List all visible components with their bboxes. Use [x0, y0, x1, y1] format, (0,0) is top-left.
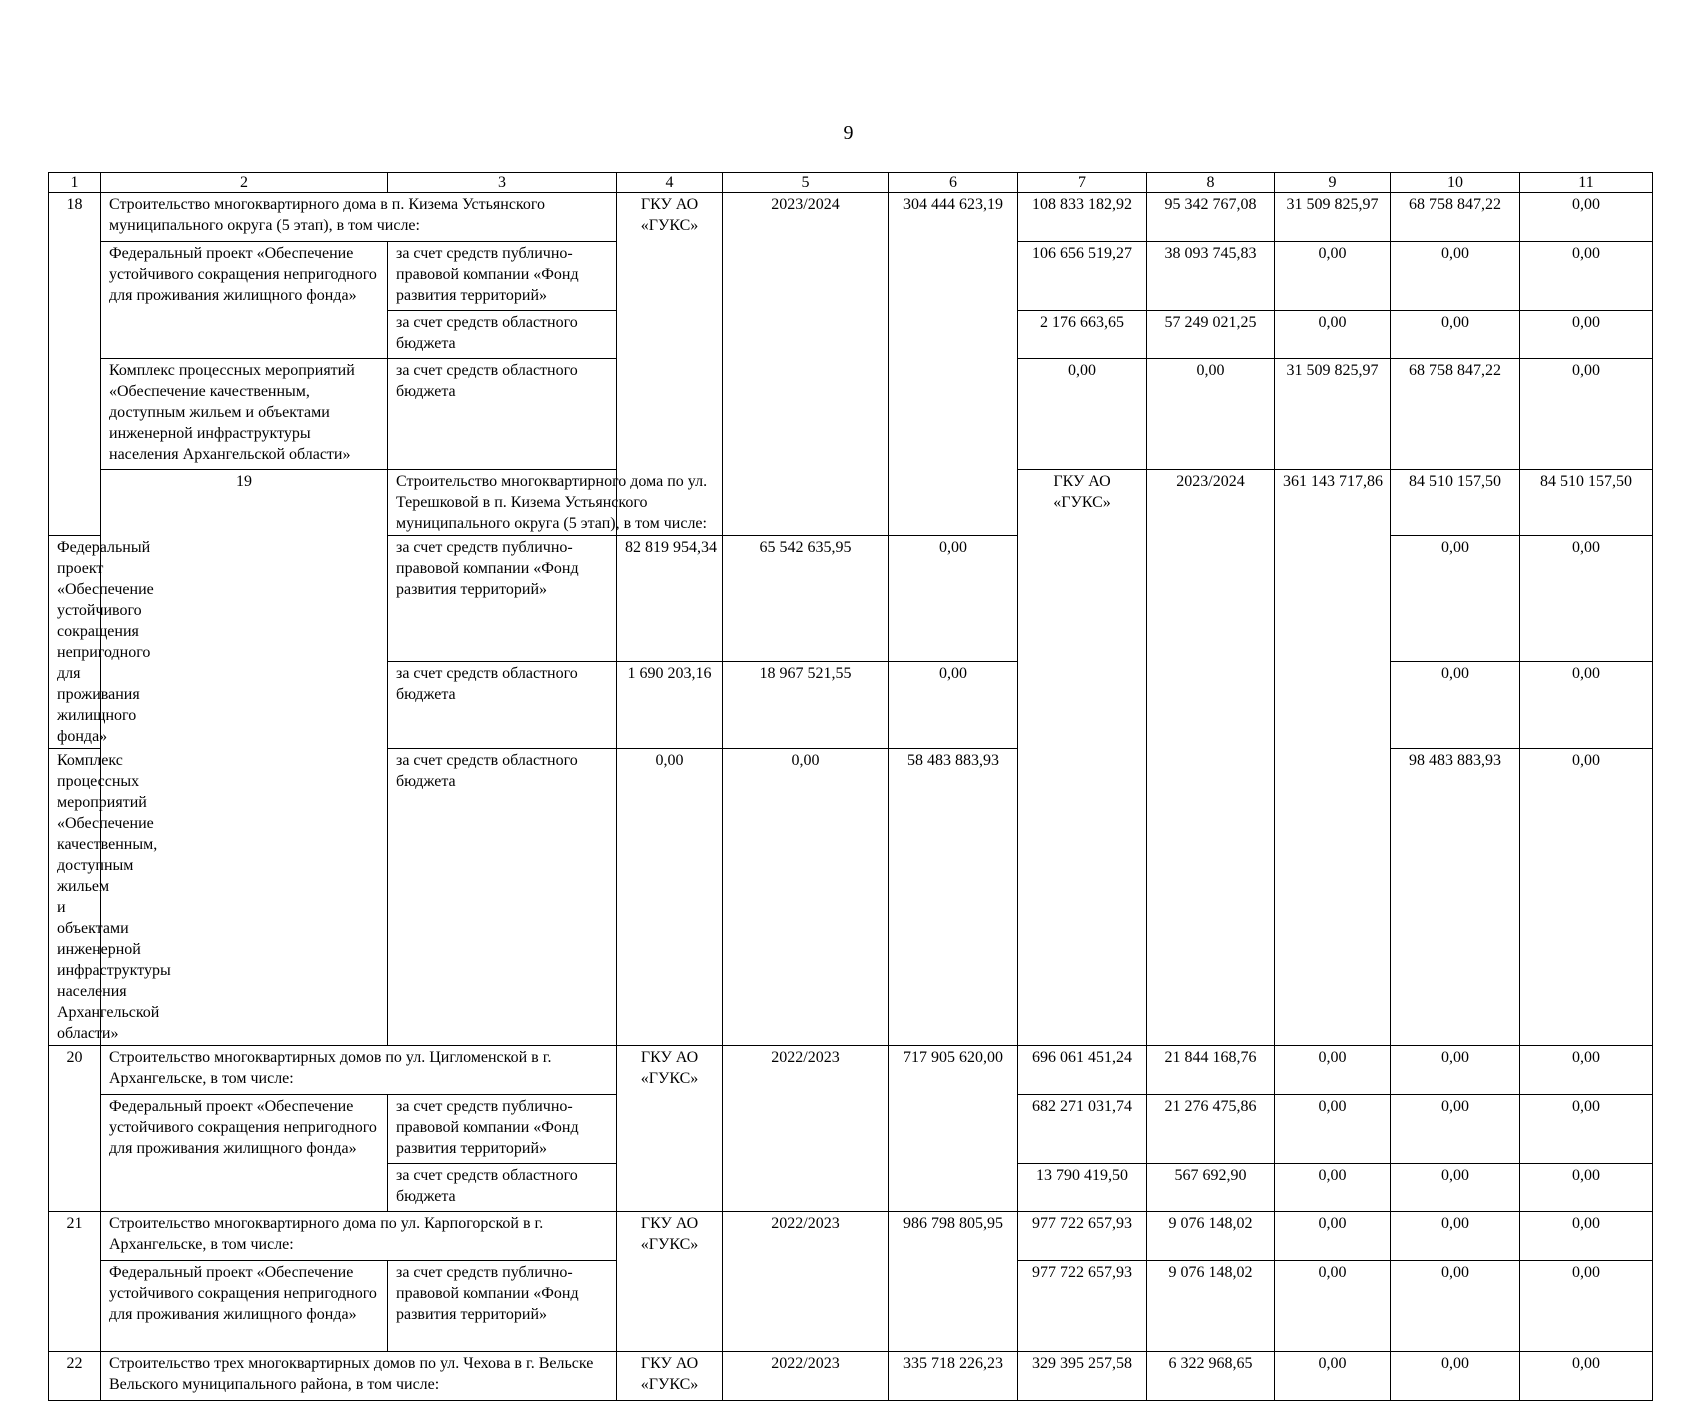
value-cell: 84 510 157,50: [1391, 470, 1520, 536]
object-title: Строительство многоквартирного дома по ул. Терешковой в п. Кизема Устьянского муниципального округа (5 этап), в том числе:: [388, 470, 723, 536]
total-cell: 304 444 623,19: [889, 193, 1018, 536]
object-title: Строительство трех многоквартирных домов по ул. Чехова в г. Вельске Вельского муниципального района, в том числе:: [101, 1352, 617, 1401]
program-cell: Федеральный проект «Обеспечение устойчивого сокращения непригодного для проживания жилищного фонда»: [101, 1095, 388, 1212]
table-row: [49, 193, 1653, 242]
value-cell: 108 833 182,92: [1018, 193, 1147, 242]
source-cell: за счет средств публично-правовой компании «Фонд развития территорий»: [388, 1261, 617, 1352]
header-cell: 11: [1520, 173, 1653, 193]
value-cell: 58 483 883,93: [889, 749, 1018, 1046]
page-number: 9: [843, 122, 854, 144]
value-cell: 0,00: [1391, 311, 1520, 359]
executor-cell: ГКУ АО «ГУКС»: [617, 1212, 723, 1352]
period-cell: 2022/2023: [723, 1352, 889, 1401]
header-row: [49, 173, 1653, 193]
value-cell: 68 758 847,22: [1391, 359, 1520, 470]
value-cell: 0,00: [1520, 1164, 1653, 1212]
value-cell: 0,00: [1275, 1212, 1391, 1261]
period-cell: 2022/2023: [723, 1212, 889, 1352]
value-cell: 0,00: [1275, 311, 1391, 359]
value-cell: 0,00: [1520, 193, 1653, 242]
value-cell: 31 509 825,97: [1275, 193, 1391, 242]
header-cell: 8: [1147, 173, 1275, 193]
header-cell: 7: [1018, 173, 1147, 193]
value-cell: 0,00: [1147, 359, 1275, 470]
table-row: [49, 1212, 1653, 1261]
value-cell: 2 176 663,65: [1018, 311, 1147, 359]
value-cell: 0,00: [1391, 1164, 1520, 1212]
value-cell: 0,00: [617, 749, 723, 1046]
value-cell: 84 510 157,50: [1520, 470, 1653, 536]
value-cell: 98 483 883,93: [1391, 749, 1520, 1046]
executor-cell: ГКУ АО «ГУКС»: [617, 1352, 723, 1401]
row-number: 18: [49, 193, 101, 536]
value-cell: 0,00: [1275, 242, 1391, 311]
source-cell: за счет средств публично-правовой компании «Фонд развития территорий»: [388, 242, 617, 311]
object-title: Строительство многоквартирного дома по ул. Карпогорской в г. Архангельске, в том числе:: [101, 1212, 617, 1261]
value-cell: 68 758 847,22: [1391, 193, 1520, 242]
table-row: [49, 1046, 1653, 1095]
value-cell: 0,00: [1275, 1352, 1391, 1401]
program-cell: Комплекс процессных мероприятий «Обеспечение качественным, доступным жильем и объектами инженерной инфраструктуры населения Архангельской области»: [49, 749, 101, 1046]
value-cell: 567 692,90: [1147, 1164, 1275, 1212]
value-cell: 0,00: [1391, 661, 1520, 748]
value-cell: 0,00: [1520, 749, 1653, 1046]
value-cell: 0,00: [723, 749, 889, 1046]
source-cell: за счет средств публично-правовой компании «Фонд развития территорий»: [388, 536, 617, 662]
value-cell: 21 844 168,76: [1147, 1046, 1275, 1095]
value-cell: 6 322 968,65: [1147, 1352, 1275, 1401]
value-cell: 977 722 657,93: [1018, 1261, 1147, 1352]
value-cell: 0,00: [1520, 1261, 1653, 1352]
row-number: 22: [49, 1352, 101, 1401]
header-cell: 10: [1391, 173, 1520, 193]
program-cell: Федеральный проект «Обеспечение устойчивого сокращения непригодного для проживания жилищного фонда»: [101, 242, 388, 359]
row-number: 20: [49, 1046, 101, 1212]
period-cell: 2023/2024: [723, 193, 889, 536]
value-cell: 0,00: [889, 536, 1018, 662]
executor-cell: ГКУ АО «ГУКС»: [617, 1046, 723, 1212]
source-cell: за счет средств областного бюджета: [388, 359, 617, 470]
source-cell: за счет средств публично-правовой компании «Фонд развития территорий»: [388, 1095, 617, 1164]
header-cell: 6: [889, 173, 1018, 193]
value-cell: 65 542 635,95: [723, 536, 889, 662]
value-cell: 696 061 451,24: [1018, 1046, 1147, 1095]
value-cell: 82 819 954,34: [617, 536, 723, 662]
value-cell: 0,00: [1520, 1046, 1653, 1095]
value-cell: 0,00: [1391, 242, 1520, 311]
header-cell: 4: [617, 173, 723, 193]
value-cell: 0,00: [1391, 1095, 1520, 1164]
value-cell: 0,00: [1520, 661, 1653, 748]
source-cell: за счет средств областного бюджета: [388, 661, 617, 748]
source-cell: за счет средств областного бюджета: [388, 311, 617, 359]
value-cell: 18 967 521,55: [723, 661, 889, 748]
source-cell: за счет средств областного бюджета: [388, 749, 617, 1046]
period-cell: 2022/2023: [723, 1046, 889, 1212]
header-cell: 3: [388, 173, 617, 193]
value-cell: 0,00: [1520, 311, 1653, 359]
executor-cell: ГКУ АО «ГУКС»: [617, 193, 723, 536]
value-cell: 0,00: [1391, 1352, 1520, 1401]
executor-cell: ГКУ АО «ГУКС»: [1018, 470, 1147, 1046]
source-cell: за счет средств областного бюджета: [388, 1164, 617, 1212]
value-cell: 57 249 021,25: [1147, 311, 1275, 359]
value-cell: 0,00: [1520, 536, 1653, 662]
total-cell: 361 143 717,86: [1275, 470, 1391, 1046]
value-cell: 977 722 657,93: [1018, 1212, 1147, 1261]
object-title: Строительство многоквартирных домов по ул. Цигломенской в г. Архангельске, в том числе:: [101, 1046, 617, 1095]
value-cell: 9 076 148,02: [1147, 1212, 1275, 1261]
value-cell: 21 276 475,86: [1147, 1095, 1275, 1164]
table-row: [49, 1352, 1653, 1401]
value-cell: 0,00: [1520, 1095, 1653, 1164]
value-cell: 0,00: [1391, 1212, 1520, 1261]
value-cell: 329 395 257,58: [1018, 1352, 1147, 1401]
row-number: 19: [101, 470, 388, 1046]
value-cell: 0,00: [1391, 1261, 1520, 1352]
value-cell: 0,00: [1520, 242, 1653, 311]
value-cell: 0,00: [1520, 359, 1653, 470]
value-cell: 31 509 825,97: [1275, 359, 1391, 470]
header-cell: 1: [49, 173, 101, 193]
value-cell: 0,00: [1520, 1212, 1653, 1261]
header-cell: 5: [723, 173, 889, 193]
period-cell: 2023/2024: [1147, 470, 1275, 1046]
value-cell: 0,00: [1391, 1046, 1520, 1095]
program-cell: Федеральный проект «Обеспечение устойчивого сокращения непригодного для проживания жилищного фонда»: [49, 536, 101, 749]
value-cell: 0,00: [1275, 1261, 1391, 1352]
value-cell: 0,00: [1391, 536, 1520, 662]
row-number: 21: [49, 1212, 101, 1352]
value-cell: 106 656 519,27: [1018, 242, 1147, 311]
value-cell: 95 342 767,08: [1147, 193, 1275, 242]
value-cell: 0,00: [1275, 1164, 1391, 1212]
value-cell: 1 690 203,16: [617, 661, 723, 748]
header-cell: 2: [101, 173, 388, 193]
total-cell: 717 905 620,00: [889, 1046, 1018, 1212]
value-cell: 38 093 745,83: [1147, 242, 1275, 311]
value-cell: 9 076 148,02: [1147, 1261, 1275, 1352]
value-cell: 682 271 031,74: [1018, 1095, 1147, 1164]
value-cell: 0,00: [1018, 359, 1147, 470]
program-cell: Комплекс процессных мероприятий «Обеспечение качественным, доступным жильем и объектами инженерной инфраструктуры населения Архангельской области»: [101, 359, 388, 470]
object-title: Строительство многоквартирного дома в п. Кизема Устьянского муниципального округа (5 этап), в том числе:: [101, 193, 617, 242]
value-cell: 0,00: [1520, 1352, 1653, 1401]
value-cell: 0,00: [889, 661, 1018, 748]
value-cell: 0,00: [1275, 1046, 1391, 1095]
header-cell: 9: [1275, 173, 1391, 193]
total-cell: 986 798 805,95: [889, 1212, 1018, 1352]
value-cell: 0,00: [1275, 1095, 1391, 1164]
budget-table: [48, 172, 1653, 1401]
total-cell: 335 718 226,23: [889, 1352, 1018, 1401]
program-cell: Федеральный проект «Обеспечение устойчивого сокращения непригодного для проживания жилищного фонда»: [101, 1261, 388, 1352]
value-cell: 13 790 419,50: [1018, 1164, 1147, 1212]
